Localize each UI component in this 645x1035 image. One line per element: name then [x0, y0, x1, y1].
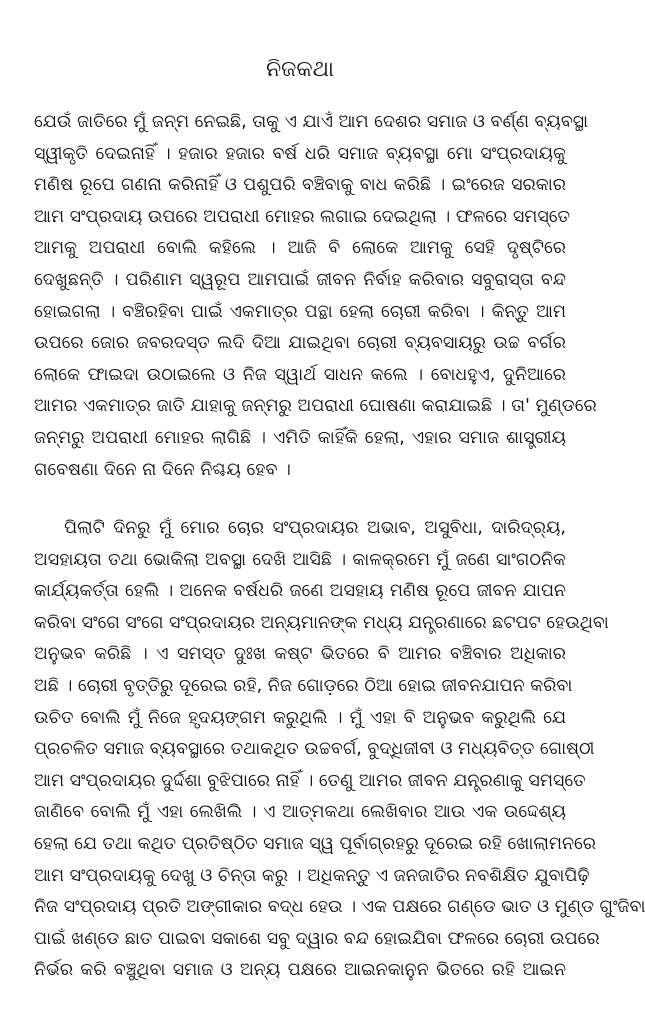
text-line: ମଣିଷ ରୂପେ ଗଣନା କରିନାହିଁ ଓ ପଶୁପରି ବଞ୍ଚିବାକୁ ବାଧ କରିଛି । ଇଂରେଜ ସରକାର — [34, 175, 566, 196]
text-line: ଅନୁଭବ କରିଛି । ଏ ସମସ୍ତ ଦୁଃଖ କଷ୍ଟ ଭିତରେ ବି ଆମର ବଞ୍ଚିବାର ଅଧିକାର — [34, 644, 566, 665]
text-line: ପ୍ରଚଳିତ ସମାଜ ବ୍ୟବସ୍ଥାରେ ତଥାକଥିତ ଉଚ୍ଚବର୍ଗ, ବୁଦ୍ଧିଜୀବୀ ଓ ମଧ୍ୟବିତ୍ତ ଗୋଷ୍ଠୀ — [34, 739, 595, 760]
text-line: ଆମକୁ ଅପରାଧୀ ବୋଲି କହିଲେ । ଆଜି ବି ଲୋକେ ଆମକୁ ସେହି ଦୃଷ୍ଟିରେ — [34, 238, 566, 259]
text-line: ଜାଣିବେ ବୋଲି ମୁଁ ଏହା ଲେଖିଲି । ଏ ଆତ୍ମକଥା ଲେଖିବାର ଆଉ ଏକ ଉଦ୍ଦେଶ୍ୟ — [34, 802, 566, 823]
text-line: ହୋଇଗଲା । ବଞ୍ଚିରହିବା ପାଇଁ ଏକମାତ୍ର ପନ୍ଥା ହେଲା ଚୋରୀ କରିବା । କିନ୍ତୁ ଆମ — [34, 301, 566, 322]
text-line: ଅଛି । ଚୋରୀ ବୃତ୍ତିରୁ ଦୂରେଇ ରହି, ନିଜ ଗୋଡ଼ରେ ଠିଆ ହୋଇ ଜୀବନଯାପନ କରିବା — [34, 675, 573, 696]
text-line: ପିଲାଟି ଦିନରୁ ମୁଁ ମୋର ଚୋର ସଂପ୍ରଦାୟର ଅଭାବ, ଅସୁବିଧା, ଦାରିଦ୍ର୍ୟ, — [64, 518, 566, 538]
text-line: ନିର୍ଭର କରି ବଞ୍ଚୁଥିବା ସମାଜ ଓ ଅନ୍ୟ ପକ୍ଷରେ ଆଇନକାନୁନ ଭିତରେ ରହି ଆଇନ — [34, 960, 566, 981]
page-title: ନିଜକଥା — [265, 56, 335, 82]
text-line: ଆମ ସଂପ୍ରଦାୟର ଦୁର୍ଦ୍ଦଶା ବୁଝିପାରେ ନାହିଁ । ତେଣୁ ଆମର ଜୀବନ ଯନ୍ତ୍ରଣାକୁ ସମସ୍ତେ — [34, 770, 586, 791]
text-line: ଅସହାୟତା ତଥା ଭୋକିଲା ଅବସ୍ଥା ଦେଖି ଆସିଛି । କାଳକ୍ରମେ ମୁଁ ଜଣେ ସାଂଗଠନିକ — [34, 549, 566, 570]
text-line: ଦେଖୁଛନ୍ତି । ପରିଣାମ ସ୍ୱରୂପ ଆମପାଇଁ ଜୀବନ ନିର୍ବାହ କରିବାର ସବୁରାସ୍ତା ବନ୍ଦ — [34, 269, 566, 290]
text-line: ଆମ ସଂପ୍ରଦାୟ ଉପରେ ଅପରାଧୀ ମୋହର ଲଗାଇ ଦେଇଥିଲା । ଫଳରେ ସମସ୍ତେ — [34, 206, 571, 227]
text-line: ଉପରେ ଜୋର ଜବରଦସ୍ତ ଲଦି ଦିଆ ଯାଇଥିବା ଚୋରୀ ବ୍ୟବସାୟରୁ ଉଚ୍ଚ ବର୍ଗର — [34, 333, 566, 354]
text-line: ଲୋକେ ଫାଇଦା ଉଠାଇଲେ ଓ ନିଜ ସ୍ୱାର୍ଥ ସାଧନ କଲେ । ବୋଧହୁଏ, ଦୁନିଆରେ — [34, 364, 566, 385]
text-line: ଉଚିତ ବୋଲି ମୁଁ ନିଜେ ହୃଦୟଙ୍ଗମ କରୁଥିଲି । ମୁଁ ଏହା ବି ଅନୁଭବ କରୁଥିଲି ଯେ — [34, 707, 566, 728]
text-line: ଯେଉଁ ଜାତିରେ ମୁଁ ଜନ୍ମ ନେଇଛି, ତାକୁ ଏ ଯାଏଁ ଆମ ଦେଶର ସମାଜ ଓ ବର୍ଣ୍ଣ ବ୍ୟବସ୍ଥା — [34, 112, 588, 132]
text-line: ଆମର ଏକମାତ୍ର ଜାତି ଯାହାକୁ ଜନ୍ମରୁ ଅପରାଧୀ ଘୋଷଣା କରାଯାଇଛି । ତା' ମୁଣ୍ଡରେ — [34, 396, 597, 417]
text-line: ଆମ ସଂପ୍ରଦାୟକୁ ଦେଖୁ ଓ ଚିନ୍ତା କରୁ । ଅଧିକନ୍ତୁ ଏ ଜନଜାତିର ନବଶିକ୍ଷିତ ଯୁବାପିଢ଼ି — [34, 865, 590, 886]
text-line: ସ୍ୱୀକୃତି ଦେଇନାହିଁ । ହଜାର ହଜାର ବର୍ଷ ଧରି ସମାଜ ବ୍ୟବସ୍ଥା ମୋ ସଂପ୍ରଦାୟକୁ — [34, 143, 566, 164]
text-line: କରିବା ସଂଗେ ସଂଗେ ସଂପ୍ରଦାୟର ଅନ୍ୟମାନଙ୍କ ମଧ୍ୟ ଯନ୍ତ୍ରଣାରେ ଛଟପଟ ହେଉଥିବା — [34, 612, 609, 633]
paragraph-1 — [34, 107, 597, 486]
text-line: ଗବେଷଣା ଦିନେ ନା ଦିନେ ନିଶ୍ଚୟ ହେବ । — [34, 459, 291, 480]
paragraph-2 — [34, 513, 645, 987]
text-line: ନିଜ ସଂପ୍ରଦାୟ ପ୍ରତି ଅଙ୍ଗୀକାର ବଦ୍ଧ ହେଉ । ଏକ ପକ୍ଷରେ ଗଣ୍ଡେ ଭାତ ଓ ମୁଣ୍ଡ ଗୁଂଜିବା — [34, 897, 645, 918]
text-line: କାର୍ଯ୍ୟକର୍ତ୍ତା ହେଲି । ଅନେକ ବର୍ଷଧରି ଜଣେ ଅସହାୟ ମଣିଷ ରୂପେ ଜୀବନ ଯାପନ — [34, 581, 566, 602]
text-line: ପାଇଁ ଖଣ୍ଡେ ଛାତ ପାଇବା ସକାଶେ ସବୁ ଦ୍ୱାର ବନ୍ଦ ହୋଇଯିବା ଫଳରେ ଚୋରୀ ଉପରେ — [34, 928, 600, 949]
text-line: ହେଲା ଯେ ତଥା କଥିତ ପ୍ରତିଷ୍ଠିତ ସମାଜ ସ୍ୱ ପୂର୍ବାଗ୍ରହରୁ ଦୂରେଇ ରହି ଖୋଲାମନରେ — [34, 833, 597, 854]
text-line: ଜନ୍ମରୁ ଅପରାଧୀ ମୋହର ଲାଗିଛି । ଏମିତି କାହିଁକି ହେଲା, ଏହାର ସମାଜ ଶାସ୍ତ୍ରୀୟ — [34, 427, 566, 448]
